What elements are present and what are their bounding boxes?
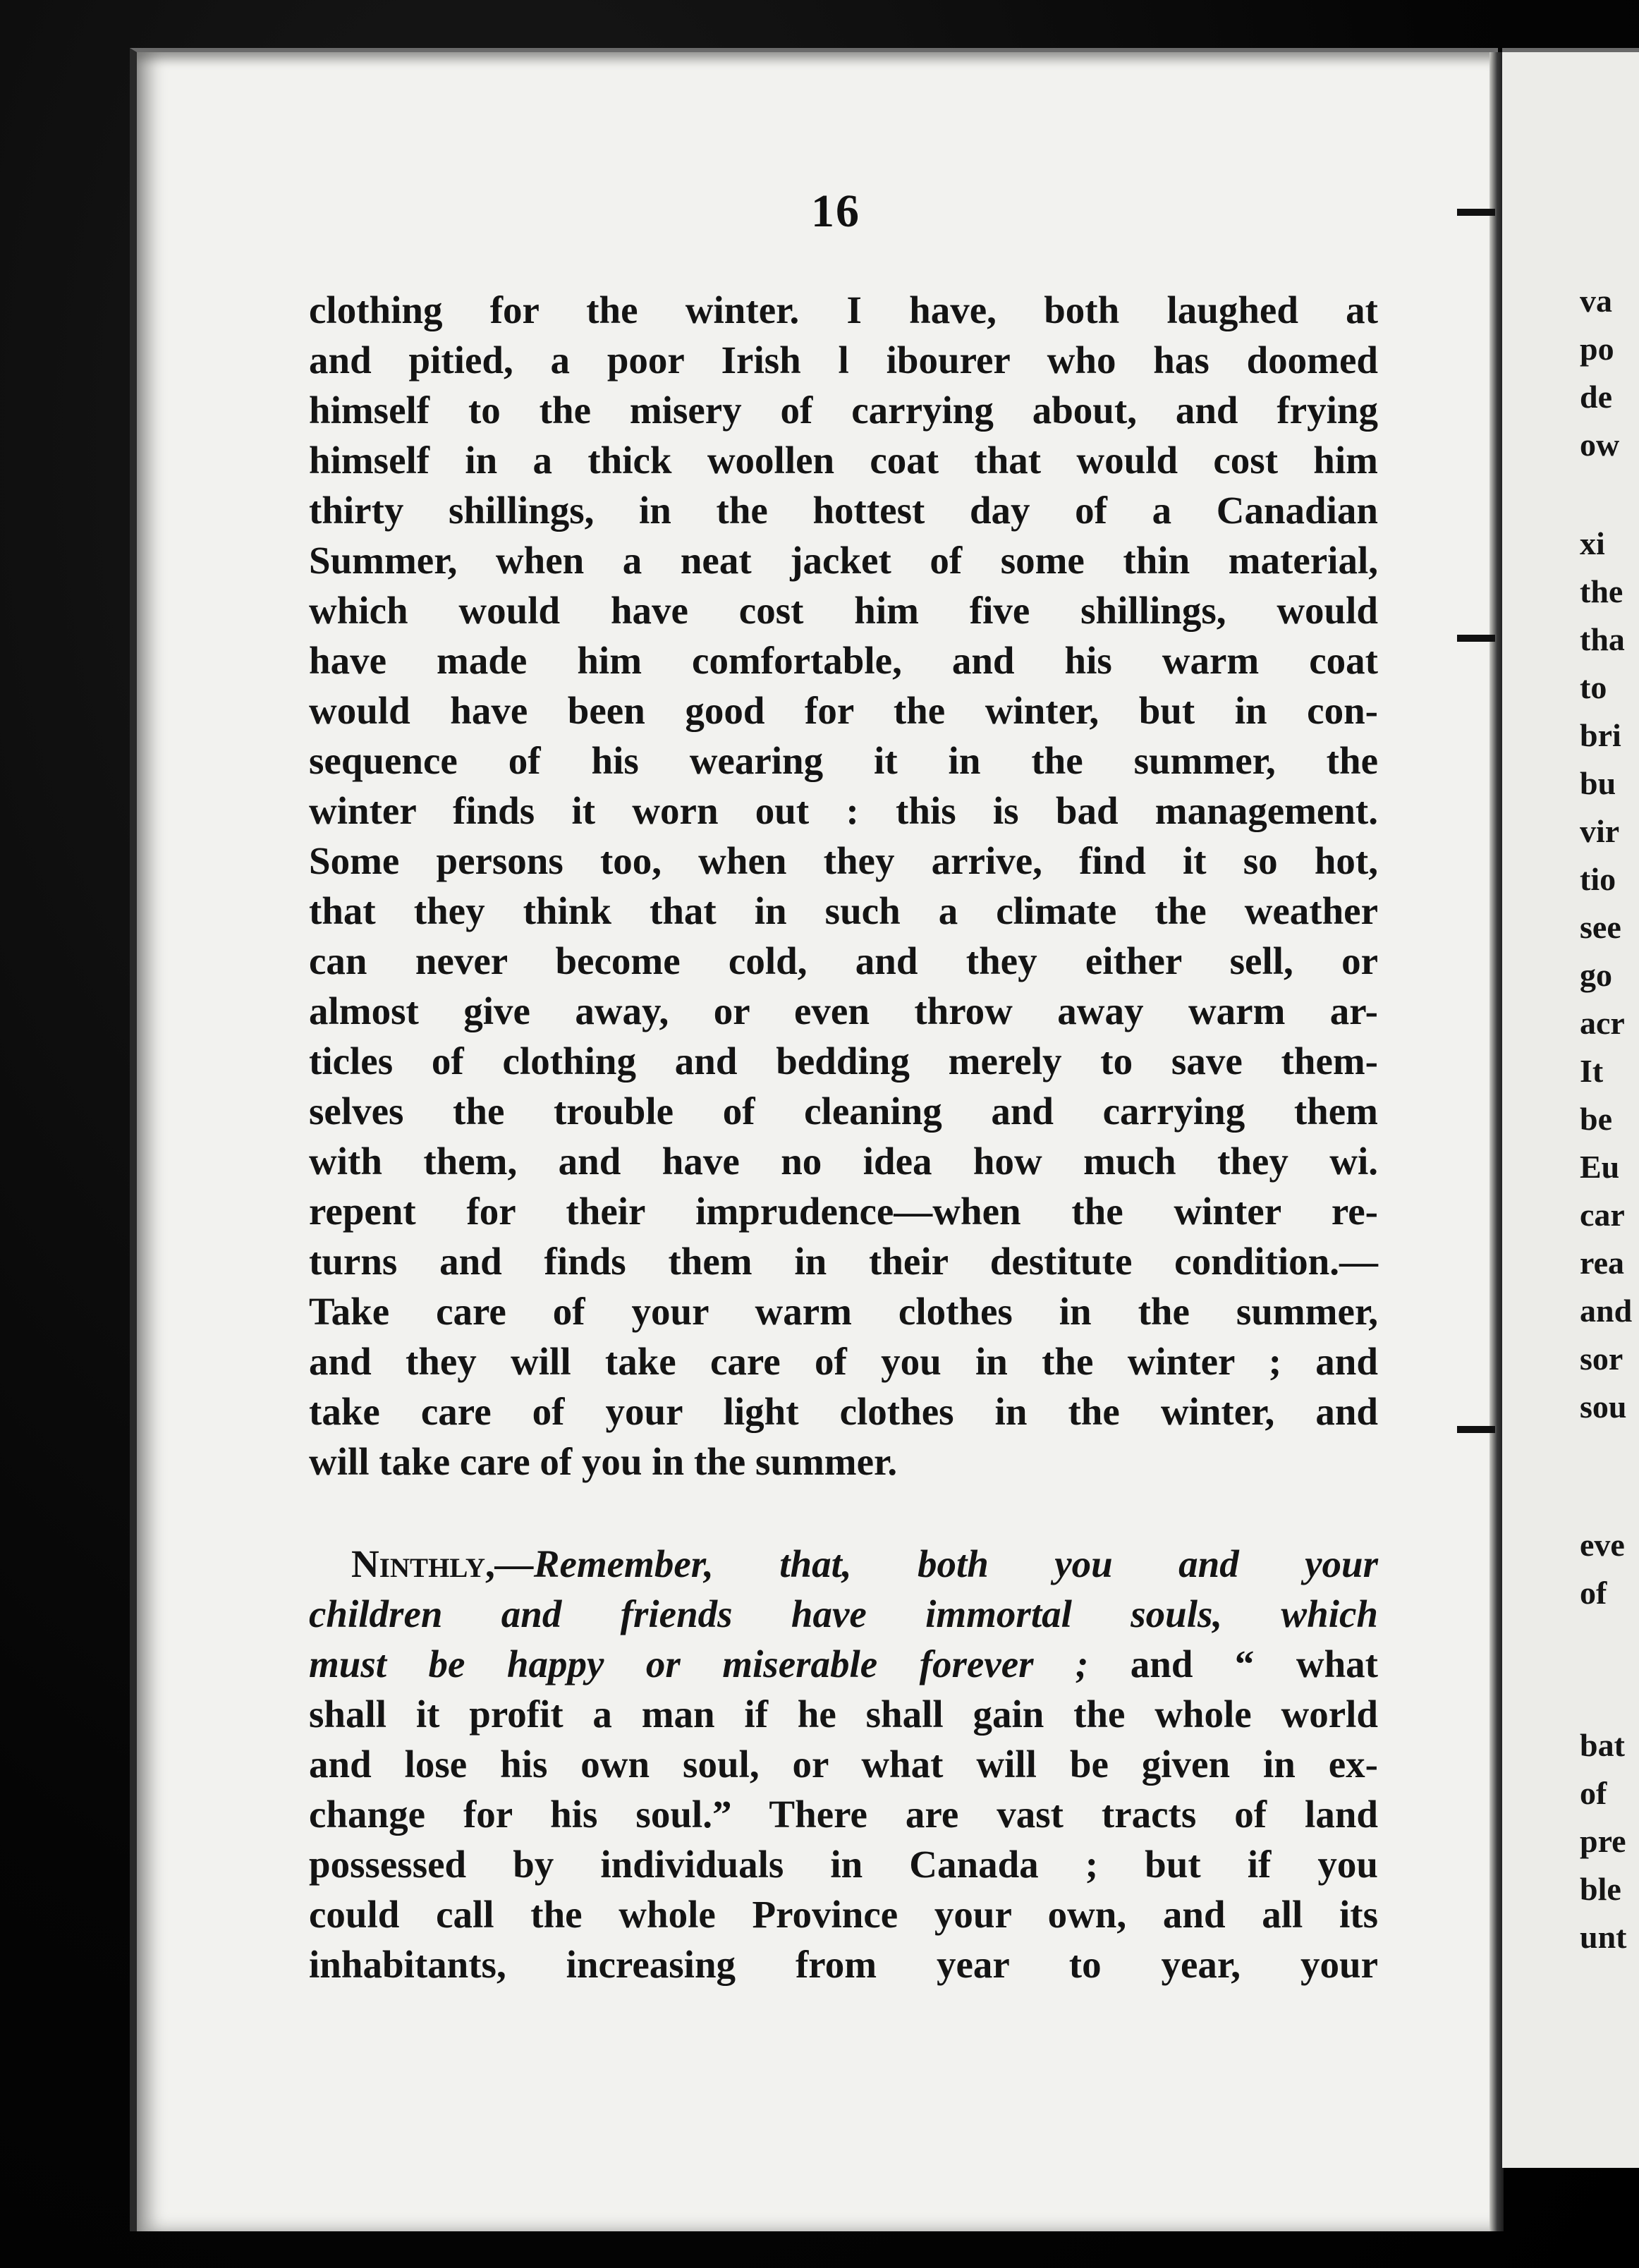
text-line: that they think that in such a climate the weather	[309, 889, 1378, 932]
text-line	[309, 1544, 1378, 1583]
text-line: himself to the misery of carrying about, and frying	[309, 389, 1378, 432]
text-line: Some persons too, when they arrive, find it so hot,	[309, 839, 1378, 882]
ninthly-lead-word: Ninthly,	[351, 1542, 495, 1585]
text-segment: and “ what	[1088, 1642, 1378, 1685]
right-page-text-fragment: de	[1580, 379, 1612, 415]
right-page-text-fragment: to	[1580, 669, 1607, 705]
text-line: almost give away, or even throw away warm ar-	[309, 989, 1378, 1032]
right-page-text-fragment: of	[1580, 1575, 1607, 1611]
text-line	[309, 1592, 1378, 1635]
binding-mark	[1457, 635, 1495, 642]
right-book-page-fragment	[1502, 48, 1639, 2168]
text-line: turns and finds them in their destitute condition.—	[309, 1240, 1378, 1283]
italic-text: —Remember, that, both you and your	[494, 1542, 1378, 1585]
text-line: clothing for the winter. I have, both laughed at	[309, 288, 1378, 331]
text-line: sequence of his wearing it in the summer, the	[309, 739, 1378, 782]
text-line: thirty shillings, in the hottest day of a Canadian	[309, 489, 1378, 532]
right-page-text-fragment: bri	[1580, 717, 1621, 753]
text-line: inhabitants, increasing from year to year, your	[309, 1943, 1378, 1986]
right-page-text-fragment: be	[1580, 1101, 1612, 1137]
right-page-text-fragment: of	[1580, 1775, 1607, 1811]
right-page-text-fragment: pre	[1580, 1823, 1626, 1859]
right-page-text-fragment: Eu	[1580, 1149, 1620, 1185]
text-line: change for his soul.” There are vast tracts of land	[309, 1793, 1378, 1836]
text-line: with them, and have no idea how much they wi.	[309, 1140, 1378, 1183]
right-page-text-fragment: ble	[1580, 1871, 1621, 1907]
text-line: would have been good for the winter, but in con-	[309, 689, 1378, 732]
text-line: himself in a thick woollen coat that would cost him	[309, 439, 1378, 482]
italic-text: children and friends have immortal souls, which	[309, 1592, 1378, 1635]
right-page-text-fragment: ow	[1580, 427, 1620, 463]
right-page-text-fragment: rea	[1580, 1245, 1625, 1281]
text-line: Take care of your warm clothes in the summer,	[309, 1290, 1378, 1333]
right-page-text-fragment: and	[1580, 1293, 1633, 1329]
italic-text: must be happy or miserable forever ;	[309, 1642, 1089, 1685]
right-page-text-fragment: unt	[1580, 1919, 1627, 1955]
text-line: take care of your light clothes in the winter, and	[309, 1390, 1378, 1433]
text-line: repent for their imprudence—when the winter re-	[309, 1190, 1378, 1233]
right-page-text-fragment: va	[1580, 283, 1612, 319]
text-line: have made him comfortable, and his warm coat	[309, 639, 1378, 682]
right-page-text-fragment: go	[1580, 957, 1612, 993]
right-page-text-fragment: It	[1580, 1053, 1604, 1089]
binding-mark	[1457, 209, 1495, 216]
binding-mark	[1457, 1426, 1495, 1433]
text-line: shall it profit a man if he shall gain the whole world	[309, 1693, 1378, 1736]
text-line: selves the trouble of cleaning and carrying them	[309, 1090, 1378, 1133]
right-page-text-fragment: tha	[1580, 621, 1625, 657]
right-page-text-fragment: sor	[1580, 1341, 1623, 1377]
text-line	[309, 1642, 1378, 1685]
right-page-text-fragment: po	[1580, 331, 1614, 367]
page-number: 16	[811, 185, 860, 237]
text-line: and they will take care of you in the winter ; and	[309, 1340, 1378, 1383]
right-page-text-fragment: see	[1580, 909, 1621, 945]
text-line: which would have cost him five shillings, would	[309, 589, 1378, 632]
text-line: could call the whole Province your own, and all its	[309, 1893, 1378, 1936]
right-page-text-fragment: car	[1580, 1197, 1625, 1233]
text-line: ticles of clothing and bedding merely to save them-	[309, 1040, 1378, 1083]
text-line: possessed by individuals in Canada ; but if you	[309, 1843, 1378, 1886]
text-line: and pitied, a poor Irish l ibourer who has doomed	[309, 339, 1378, 382]
right-page-text-fragment: bat	[1580, 1727, 1625, 1763]
text-line: can never become cold, and they either sell, or	[309, 939, 1378, 982]
right-page-text-fragment: bu	[1580, 765, 1616, 801]
right-page-text-fragment: acr	[1580, 1005, 1625, 1041]
text-line: Summer, when a neat jacket of some thin material,	[309, 539, 1378, 582]
right-page-text-fragment: xi	[1580, 525, 1605, 561]
right-page-text-fragment: tio	[1580, 861, 1616, 897]
right-page-text-fragment: the	[1580, 573, 1623, 609]
text-line: and lose his own soul, or what will be given in ex-	[309, 1743, 1378, 1786]
right-page-text-fragment: vir	[1580, 813, 1620, 849]
right-page-text-fragment: eve	[1580, 1527, 1625, 1563]
text-line: will take care of you in the summer.	[309, 1440, 898, 1483]
right-page-text-fragment: sou	[1580, 1389, 1627, 1425]
text-line: winter finds it worn out : this is bad management.	[309, 789, 1378, 832]
